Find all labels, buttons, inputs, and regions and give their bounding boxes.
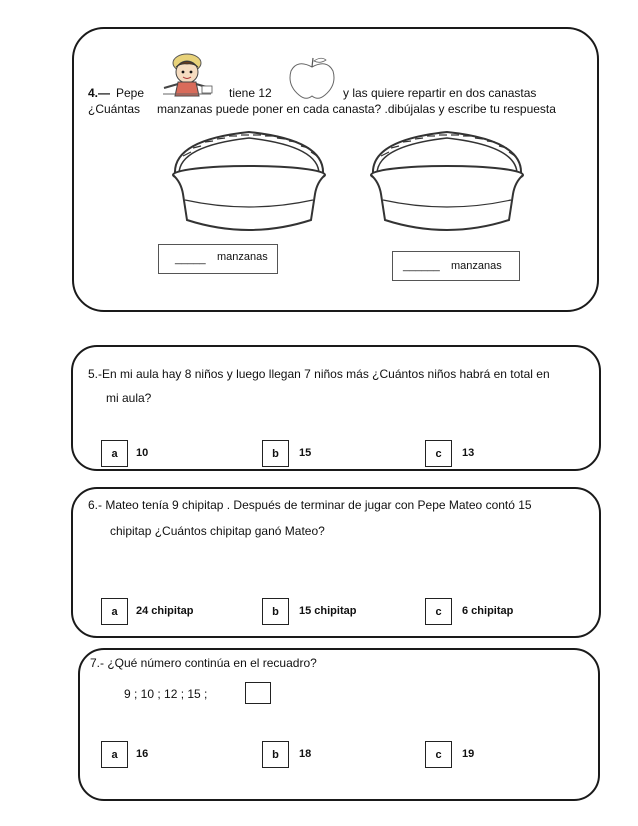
q5-option-a-box[interactable]: a (101, 440, 128, 467)
basket-right-illustration (363, 122, 531, 240)
q6-question-line2: chipitap ¿Cuántos chipitap ganó Mateo? (110, 524, 325, 538)
q6-option-c-box[interactable]: c (425, 598, 452, 625)
question-7-frame (78, 648, 600, 801)
q5-option-c-box[interactable]: c (425, 440, 452, 467)
basket-left-illustration (165, 122, 333, 240)
q4-answer-right[interactable] (392, 251, 520, 281)
q6-option-a-text[interactable]: 24 chipitap (136, 605, 194, 617)
q5-question-line2: mi aula? (106, 391, 152, 405)
q7-option-b-box[interactable]: b (262, 741, 289, 768)
q4-answer-right-label: manzanas (451, 260, 502, 272)
q6-option-a-box[interactable]: a (101, 598, 128, 625)
q7-option-c-box[interactable]: c (425, 741, 452, 768)
q4-answer-left-label: manzanas (217, 251, 268, 263)
q6-option-b-box[interactable]: b (262, 598, 289, 625)
q4-text-repartir: y las quiere repartir en dos canastas (343, 86, 537, 100)
q4-text-pepe: Pepe (116, 86, 145, 100)
q6-question-line1: 6.- Mateo tenía 9 chipitap . Después de terminar de jugar con Pepe Mateo contó 15 (88, 498, 532, 512)
q6-option-b-text[interactable]: 15 chipitap (299, 605, 357, 617)
q5-option-b-text[interactable]: 15 (299, 447, 312, 459)
q5-option-c-text[interactable]: 13 (462, 447, 475, 459)
question-5-frame (71, 345, 601, 471)
q4-answer-left[interactable] (158, 244, 278, 274)
boy-illustration (158, 50, 216, 100)
q4-number: 4.— (88, 86, 111, 100)
q5-option-a-text[interactable]: 10 (136, 447, 149, 459)
q4-answer-right-blank[interactable]: ______ (403, 260, 440, 272)
q7-option-b-text[interactable]: 18 (299, 748, 312, 760)
apple-illustration (285, 55, 339, 101)
q4-answer-left-blank[interactable]: _____ (175, 253, 206, 265)
q6-option-c-text[interactable]: 6 chipitap (462, 605, 514, 617)
q5-question-line1: 5.-En mi aula hay 8 niños y luego llegan 7 niños más ¿Cuántos niños habrá en total en (88, 367, 550, 381)
q5-option-b-box[interactable]: b (262, 440, 289, 467)
q7-option-a-text[interactable]: 16 (136, 748, 149, 760)
q4-text-tiene: tiene 12 (229, 86, 272, 100)
q7-option-a-box[interactable]: a (101, 741, 128, 768)
q4-text-instruction: manzanas puede poner en cada canasta? .dibújalas y escribe tu respuesta (157, 102, 556, 116)
q7-sequence: 9 ; 10 ; 12 ; 15 ; (124, 687, 208, 701)
q7-option-c-text[interactable]: 19 (462, 748, 475, 760)
q4-text-cuantas: ¿Cuántas (88, 102, 141, 116)
q7-question-line1: 7.- ¿Qué número continúa en el recuadro? (90, 656, 317, 670)
q7-answer-box[interactable] (245, 682, 271, 704)
